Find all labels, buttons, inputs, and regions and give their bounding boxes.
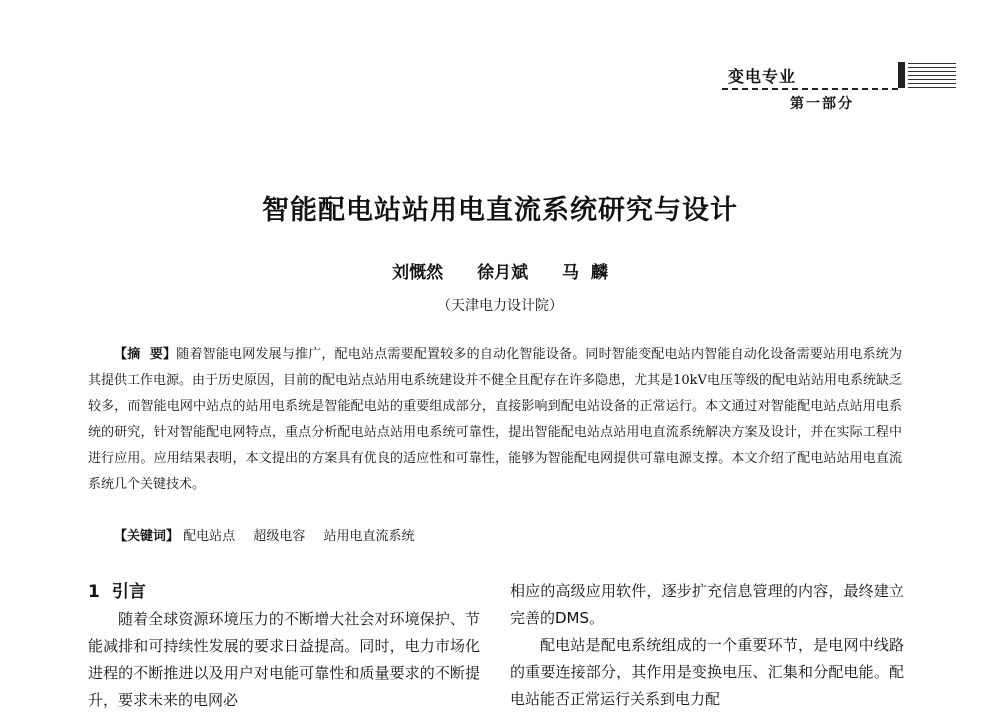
body-column-right [510, 578, 904, 713]
section-title: 引言 [111, 582, 146, 602]
keywords [88, 526, 902, 548]
corner-mark-icon [898, 62, 956, 88]
abstract [88, 342, 902, 498]
body-paragraph: 随着全球资源环境压力的不断增大社会对环境保护、节能减排和可持续性发展的要求日益提高。同时，电力市场化进程的不断推进以及用户对电能可靠性和质量要求的不断提升，要求未来的电网必 [88, 610, 480, 709]
author-name: 马 麟 [562, 263, 608, 283]
header-divider [722, 88, 898, 90]
body-column-left [88, 578, 480, 714]
author-name: 徐月斌 [477, 263, 529, 283]
section-number: 1 [88, 582, 100, 602]
body-paragraph: 相应的高级应用软件，逐步扩充信息管理的内容，最终建立完善的DMS。 [510, 582, 904, 627]
part-label: 第一部分 [790, 96, 854, 112]
section-heading [88, 578, 480, 606]
abstract-label: 【摘 要】 [114, 347, 177, 362]
section-label: 变电专业 [728, 67, 797, 86]
affiliation: （天津电力设计院） [437, 298, 563, 314]
keywords-label: 【关键词】 [114, 529, 180, 544]
author-name: 刘慨然 [392, 263, 444, 283]
author-list [0, 258, 1000, 283]
paper-title: 智能配电站站用电直流系统研究与设计 [262, 195, 738, 226]
body-paragraph: 配电站是配电系统组成的一个重要环节，是电网中线路的重要连接部分，其作用是变换电压、汇集和分配电能。配电站能否正常运行关系到电力配 [510, 636, 904, 708]
keyword: 超级电容 [253, 529, 306, 544]
keyword: 配电站点 [183, 529, 236, 544]
abstract-text: 随着智能电网发展与推广，配电站点需要配置较多的自动化智能设备。同时智能变配电站内智能自动化设备需要站用电系统为其提供工作电源。由于历史原因，目前的配电站点站用电系统建设并不健全且配存在许多隐患，尤其是10kV电压等级的配电站站用电系统缺乏较多，而智能电网中站点的站用电系统是智能配电站的重要组成部分，直接影响到配电站设备的正常运行。本文通过对智能配电站点站用电系统的研究，针对智能配电网特点，重点分析配电站点站用电系统可靠性，提出智能配电站点站用电直流系统解决方案及设计，并在实际工程中进行应用。应用结果表明，本文提出的方案具有优良的适应性和可靠性，能够为智能配电网提供可靠电源支撑。本文介绍了配电站站用电直流系统几个关键技术。 [88, 347, 902, 492]
keyword: 站用电直流系统 [323, 529, 415, 544]
